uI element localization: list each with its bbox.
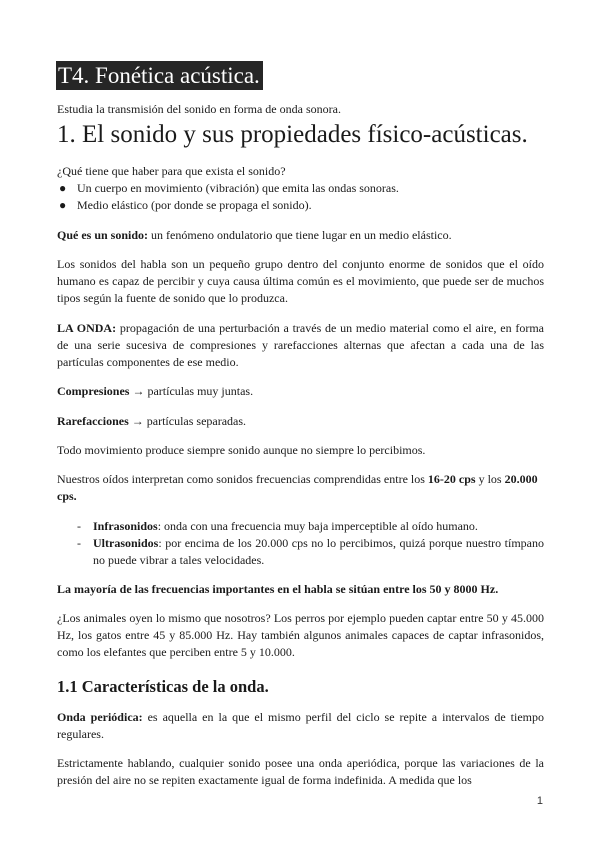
animals-paragraph: ¿Los animales oyen lo mismo que nosotros? Los perros por ejemplo pueden captar entre 50 y 45.000 Hz, los gatos entre 45 y 85.000 Hz. Hay también algunos animales capaces de captar infrasonidos, como los elefantes que perciben entre 5 y 10.000. (57, 611, 544, 659)
dash-marker-icon: - (77, 519, 81, 533)
hearing-text: y los (475, 472, 505, 486)
wave-definition-paragraph (57, 320, 544, 371)
subsection-heading: 1.1 Características de la onda. (57, 677, 269, 696)
dash-marker-icon: - (77, 536, 81, 550)
bullet-dot-icon: ● (59, 181, 67, 195)
page-number: 1 (536, 795, 543, 807)
wave-text: propagación de una perturbación a través de un medio material como el aire, en forma de una serie sucesiva de compresiones y rarefacciones alternas que afectan a cada una de las partículas componentes de ese medio. (57, 321, 544, 369)
compressions-line (57, 383, 544, 400)
dash-term: Infrasonidos (93, 519, 158, 533)
periodic-wave-term: Onda periódica: (57, 710, 143, 724)
document-title: T4. Fonética acústica. (56, 61, 263, 90)
rarefactions-line (57, 413, 544, 430)
frequency-summary: La mayoría de las frecuencias importantes en el habla se sitúan entre los 50 y 8000 Hz. (57, 582, 499, 596)
section-heading: 1. El sonido y sus propiedades físico-acústicas. (57, 121, 528, 148)
bullet-item (57, 180, 544, 197)
rarefactions-term: Rarefacciones (57, 414, 129, 428)
hearing-range-paragraph (57, 471, 544, 505)
hearing-text: Nuestros oídos interpretan como sonidos frecuencias comprendidas entre los (57, 472, 428, 486)
bullet-dot-icon: ● (59, 198, 67, 212)
dash-term: Ultrasonidos (93, 536, 159, 550)
hearing-high-bound: 20.000 cps. (57, 472, 538, 503)
dash-text: : onda con una frecuencia muy baja imperceptible al oído humano. (157, 519, 478, 533)
dash-text: : por encima de los 20.000 cps no lo percibimos, quizá porque nuestro tímpano no puede vibrar a tales velocidades. (93, 536, 544, 567)
compressions-term: Compresiones (57, 384, 130, 398)
hearing-low-bound: 16-20 cps (427, 472, 476, 486)
wave-term: LA ONDA: (57, 321, 117, 335)
movement-paragraph: Todo movimiento produce siempre sonido aunque no siempre lo percibimos. (57, 443, 426, 457)
bullet-text: Medio elástico (por donde se propaga el sonido). (77, 198, 312, 212)
definition-sonido (57, 227, 544, 244)
intro-paragraph: Estudia la transmisión del sonido en forma de onda sonora. (57, 102, 341, 116)
dash-item-content (57, 535, 544, 569)
dash-item (57, 535, 544, 569)
bullet-text: Un cuerpo en movimiento (vibración) que emita las ondas sonoras. (77, 181, 399, 195)
definition-term: Qué es un sonido: (57, 228, 149, 242)
compressions-text: → partículas muy juntas. (129, 384, 254, 398)
dash-item (57, 518, 544, 535)
question-paragraph: ¿Qué tiene que haber para que exista el sonido? (57, 164, 286, 178)
aperiodic-paragraph: Estrictamente hablando, cualquier sonido posee una onda aperiódica, porque las variaciones de la presión del aire no se repiten exactamente igual de forma indefinida. A medida que los (57, 756, 544, 787)
periodic-wave-text: es aquella en la que el mismo perfil del ciclo se repite a intervalos de tiempo regulares. (57, 710, 544, 741)
rarefactions-text: → partículas separadas. (128, 414, 247, 428)
bullet-item (57, 197, 544, 214)
periodic-wave-paragraph (57, 709, 544, 743)
speech-sounds-paragraph: Los sonidos del habla son un pequeño grupo dentro del conjunto enorme de sonidos que el oído humano es capaz de percibir y cuya causa última común es el movimiento, que puede ser de muchos tipos según la fuente de sonido que lo produzca. (57, 257, 544, 305)
definition-text: un fenómeno ondulatorio que tiene lugar en un medio elástico. (148, 228, 452, 242)
dash-item-content (57, 518, 544, 535)
